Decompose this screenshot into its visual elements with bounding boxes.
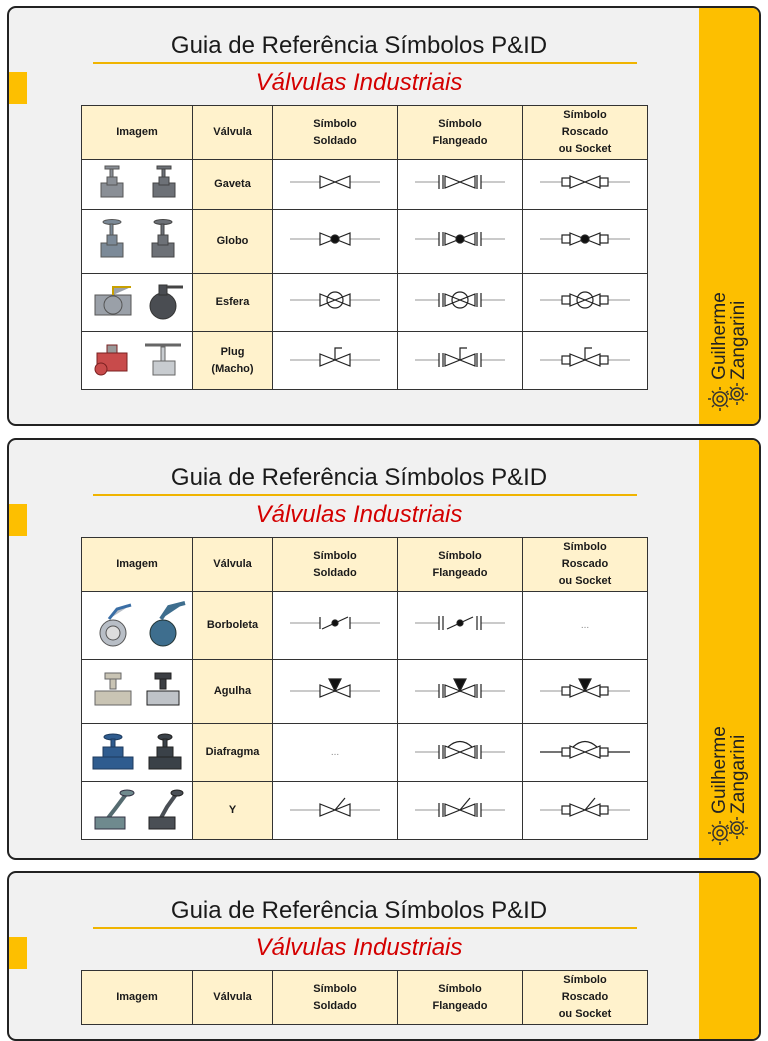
col-image: Imagem bbox=[82, 538, 193, 592]
symbol-welded bbox=[273, 592, 398, 660]
col-image: Imagem bbox=[82, 971, 193, 1025]
page-subtitle: Válvulas Industriais bbox=[255, 69, 463, 96]
brand-last: Zangarini bbox=[728, 734, 749, 814]
col-image: Imagem bbox=[82, 106, 193, 160]
valve-name: Globo bbox=[193, 210, 273, 274]
valve-name: Diafragma bbox=[193, 724, 273, 782]
page-subtitle: Válvulas Industriais bbox=[255, 934, 463, 961]
valve-photo bbox=[82, 210, 193, 274]
valve-photo bbox=[82, 160, 193, 210]
guide-card-2 bbox=[7, 438, 761, 860]
col-threaded: Símbolo Roscado ou Socket bbox=[523, 971, 648, 1025]
symbol-threaded bbox=[523, 210, 648, 274]
col-welded: Símbolo Soldado bbox=[273, 106, 398, 160]
col-threaded: Símbolo Roscado ou Socket bbox=[523, 106, 648, 160]
table-header-row bbox=[82, 971, 648, 1025]
valve-photo bbox=[82, 660, 193, 724]
brand-last: Zangarini bbox=[728, 300, 749, 380]
symbol-flanged bbox=[398, 210, 523, 274]
symbol-flanged bbox=[398, 332, 523, 390]
symbol-flanged bbox=[398, 782, 523, 840]
brand-first: Guilherme bbox=[709, 726, 730, 814]
symbol-flanged bbox=[398, 660, 523, 724]
valve-name: Y bbox=[193, 782, 273, 840]
symbol-threaded: ... bbox=[523, 592, 648, 660]
valve-name: Esfera bbox=[193, 274, 273, 332]
col-valve: Válvula bbox=[193, 971, 273, 1025]
page-title: Guia de Referência Símbolos P&ID bbox=[170, 897, 548, 924]
page-subtitle: Válvulas Industriais bbox=[255, 501, 463, 528]
table-row bbox=[82, 782, 648, 840]
col-valve: Válvula bbox=[193, 106, 273, 160]
table-header-row bbox=[82, 538, 648, 592]
col-welded: Símbolo Soldado bbox=[273, 971, 398, 1025]
brand bbox=[699, 266, 759, 406]
valve-photo bbox=[82, 724, 193, 782]
guide-card-3 bbox=[7, 871, 761, 1041]
col-flanged: Símbolo Flangeado bbox=[398, 538, 523, 592]
valve-name: Agulha bbox=[193, 660, 273, 724]
valve-photo bbox=[82, 332, 193, 390]
table-row bbox=[82, 210, 648, 274]
symbol-welded bbox=[273, 782, 398, 840]
symbol-flanged bbox=[398, 274, 523, 332]
table-row bbox=[82, 332, 648, 390]
symbol-welded bbox=[273, 274, 398, 332]
symbol-threaded bbox=[523, 274, 648, 332]
page-title: Guia de Referência Símbolos P&ID bbox=[170, 464, 548, 491]
table-header-row bbox=[82, 106, 648, 160]
reference-table bbox=[81, 537, 648, 840]
symbol-welded: ... bbox=[273, 724, 398, 782]
table-row bbox=[82, 160, 648, 210]
symbol-threaded bbox=[523, 660, 648, 724]
valve-photo bbox=[82, 782, 193, 840]
symbol-flanged bbox=[398, 160, 523, 210]
symbol-threaded bbox=[523, 782, 648, 840]
brand bbox=[699, 700, 759, 840]
guide-card-1 bbox=[7, 6, 761, 426]
valve-photo bbox=[82, 274, 193, 332]
symbol-welded bbox=[273, 160, 398, 210]
symbol-welded bbox=[273, 660, 398, 724]
col-flanged: Símbolo Flangeado bbox=[398, 971, 523, 1025]
symbol-welded bbox=[273, 332, 398, 390]
brand-name bbox=[710, 292, 748, 380]
symbol-flanged bbox=[398, 724, 523, 782]
symbol-flanged bbox=[398, 592, 523, 660]
valve-name: Gaveta bbox=[193, 160, 273, 210]
col-threaded: Símbolo Roscado ou Socket bbox=[523, 538, 648, 592]
title-rule bbox=[93, 927, 637, 929]
col-valve: Válvula bbox=[193, 538, 273, 592]
gears-icon bbox=[707, 816, 751, 846]
gears-icon bbox=[707, 382, 751, 412]
title-rule bbox=[93, 494, 637, 496]
table-row bbox=[82, 274, 648, 332]
symbol-welded bbox=[273, 210, 398, 274]
col-flanged: Símbolo Flangeado bbox=[398, 106, 523, 160]
symbol-threaded bbox=[523, 724, 648, 782]
reference-table bbox=[81, 105, 648, 390]
page-title: Guia de Referência Símbolos P&ID bbox=[170, 32, 548, 59]
valve-name: Plug (Macho) bbox=[193, 332, 273, 390]
table-row bbox=[82, 724, 648, 782]
valve-photo bbox=[82, 592, 193, 660]
brand-first: Guilherme bbox=[709, 292, 730, 380]
table-row bbox=[82, 592, 648, 660]
valve-name: Borboleta bbox=[193, 592, 273, 660]
table-row bbox=[82, 660, 648, 724]
title-rule bbox=[93, 62, 637, 64]
brand-name bbox=[710, 726, 748, 814]
symbol-threaded bbox=[523, 160, 648, 210]
reference-table bbox=[81, 970, 648, 1025]
symbol-threaded bbox=[523, 332, 648, 390]
col-welded: Símbolo Soldado bbox=[273, 538, 398, 592]
